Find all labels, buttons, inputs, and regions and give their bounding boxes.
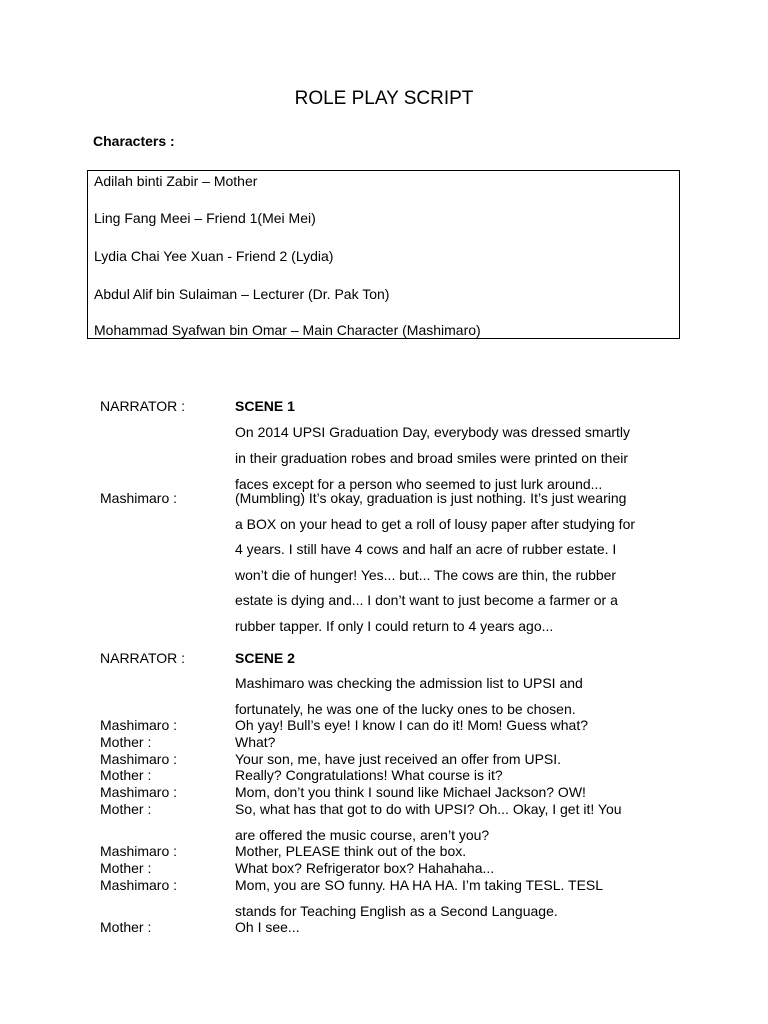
scene-heading: SCENE 1 (235, 398, 295, 414)
dialogue-text: won’t die of hunger! Yes... but... The cows are thin, the rubber (235, 567, 617, 583)
characters-label: Characters : (93, 133, 175, 149)
speaker-label: Mother : (100, 919, 152, 935)
speaker-label: NARRATOR : (100, 398, 186, 414)
dialogue-text: 4 years. I still have 4 cows and half an acre of rubber estate. I (235, 541, 617, 557)
characters-box (87, 170, 680, 339)
dialogue-text: Oh I see... (235, 919, 300, 935)
dialogue-text: are offered the music course, aren’t you? (235, 827, 490, 843)
dialogue-text: Mother, PLEASE think out of the box. (235, 843, 467, 859)
dialogue-text: a BOX on your head to get a roll of lousy paper after studying for (235, 516, 636, 532)
dialogue-text: faces except for a person who seemed to just lurk around... (235, 476, 603, 492)
page-title: ROLE PLAY SCRIPT (294, 88, 474, 109)
dialogue-text: What? (235, 734, 276, 750)
dialogue-text: Mashimaro was checking the admission list to UPSI and (235, 675, 583, 691)
scene-heading: SCENE 2 (235, 650, 295, 666)
speaker-label: Mother : (100, 860, 152, 876)
dialogue-text: estate is dying and... I don’t want to just become a farmer or a (235, 592, 618, 608)
dialogue-text: So, what has that got to do with UPSI? Oh... Okay, I get it! You (235, 801, 622, 817)
speaker-label: Mother : (100, 734, 152, 750)
speaker-label: Mother : (100, 801, 152, 817)
dialogue-text: Mom, you are SO funny. HA HA HA. I’m taking TESL. TESL (235, 877, 604, 893)
speaker-label: NARRATOR : (100, 650, 186, 666)
speaker-label: Mashimaro : (100, 784, 178, 800)
speaker-label: Mother : (100, 767, 152, 783)
dialogue-text: (Mumbling) It’s okay, graduation is just nothing. It’s just wearing (235, 490, 627, 506)
speaker-label: Mashimaro : (100, 717, 178, 733)
dialogue-text: Oh yay! Bull’s eye! I know I can do it! Mom! Guess what? (235, 717, 589, 733)
dialogue-text: Really? Congratulations! What course is it? (235, 767, 503, 783)
dialogue-text: On 2014 UPSI Graduation Day, everybody was dressed smartly (235, 424, 631, 440)
dialogue-text: rubber tapper. If only I could return to 4 years ago... (235, 618, 554, 634)
dialogue-text: fortunately, he was one of the lucky ones to be chosen. (235, 701, 576, 717)
character-item: Lydia Chai Yee Xuan - Friend 2 (Lydia) (94, 248, 334, 264)
dialogue-text: Mom, don’t you think I sound like Michael Jackson? OW! (235, 784, 586, 800)
dialogue-text: Your son, me, have just received an offer from UPSI. (235, 751, 562, 767)
speaker-label: Mashimaro : (100, 490, 178, 506)
dialogue-text: in their graduation robes and broad smiles were printed on their (235, 450, 629, 466)
character-item: Ling Fang Meei – Friend 1(Mei Mei) (94, 210, 316, 226)
speaker-label: Mashimaro : (100, 877, 178, 893)
dialogue-text: stands for Teaching English as a Second Language. (235, 903, 558, 919)
speaker-label: Mashimaro : (100, 843, 178, 859)
character-item: Mohammad Syafwan bin Omar – Main Character (Mashimaro) (94, 322, 481, 338)
character-item: Abdul Alif bin Sulaiman – Lecturer (Dr. Pak Ton) (94, 286, 390, 302)
dialogue-text: What box? Refrigerator box? Hahahaha... (235, 860, 495, 876)
character-item: Adilah binti Zabir – Mother (94, 173, 258, 189)
speaker-label: Mashimaro : (100, 751, 178, 767)
